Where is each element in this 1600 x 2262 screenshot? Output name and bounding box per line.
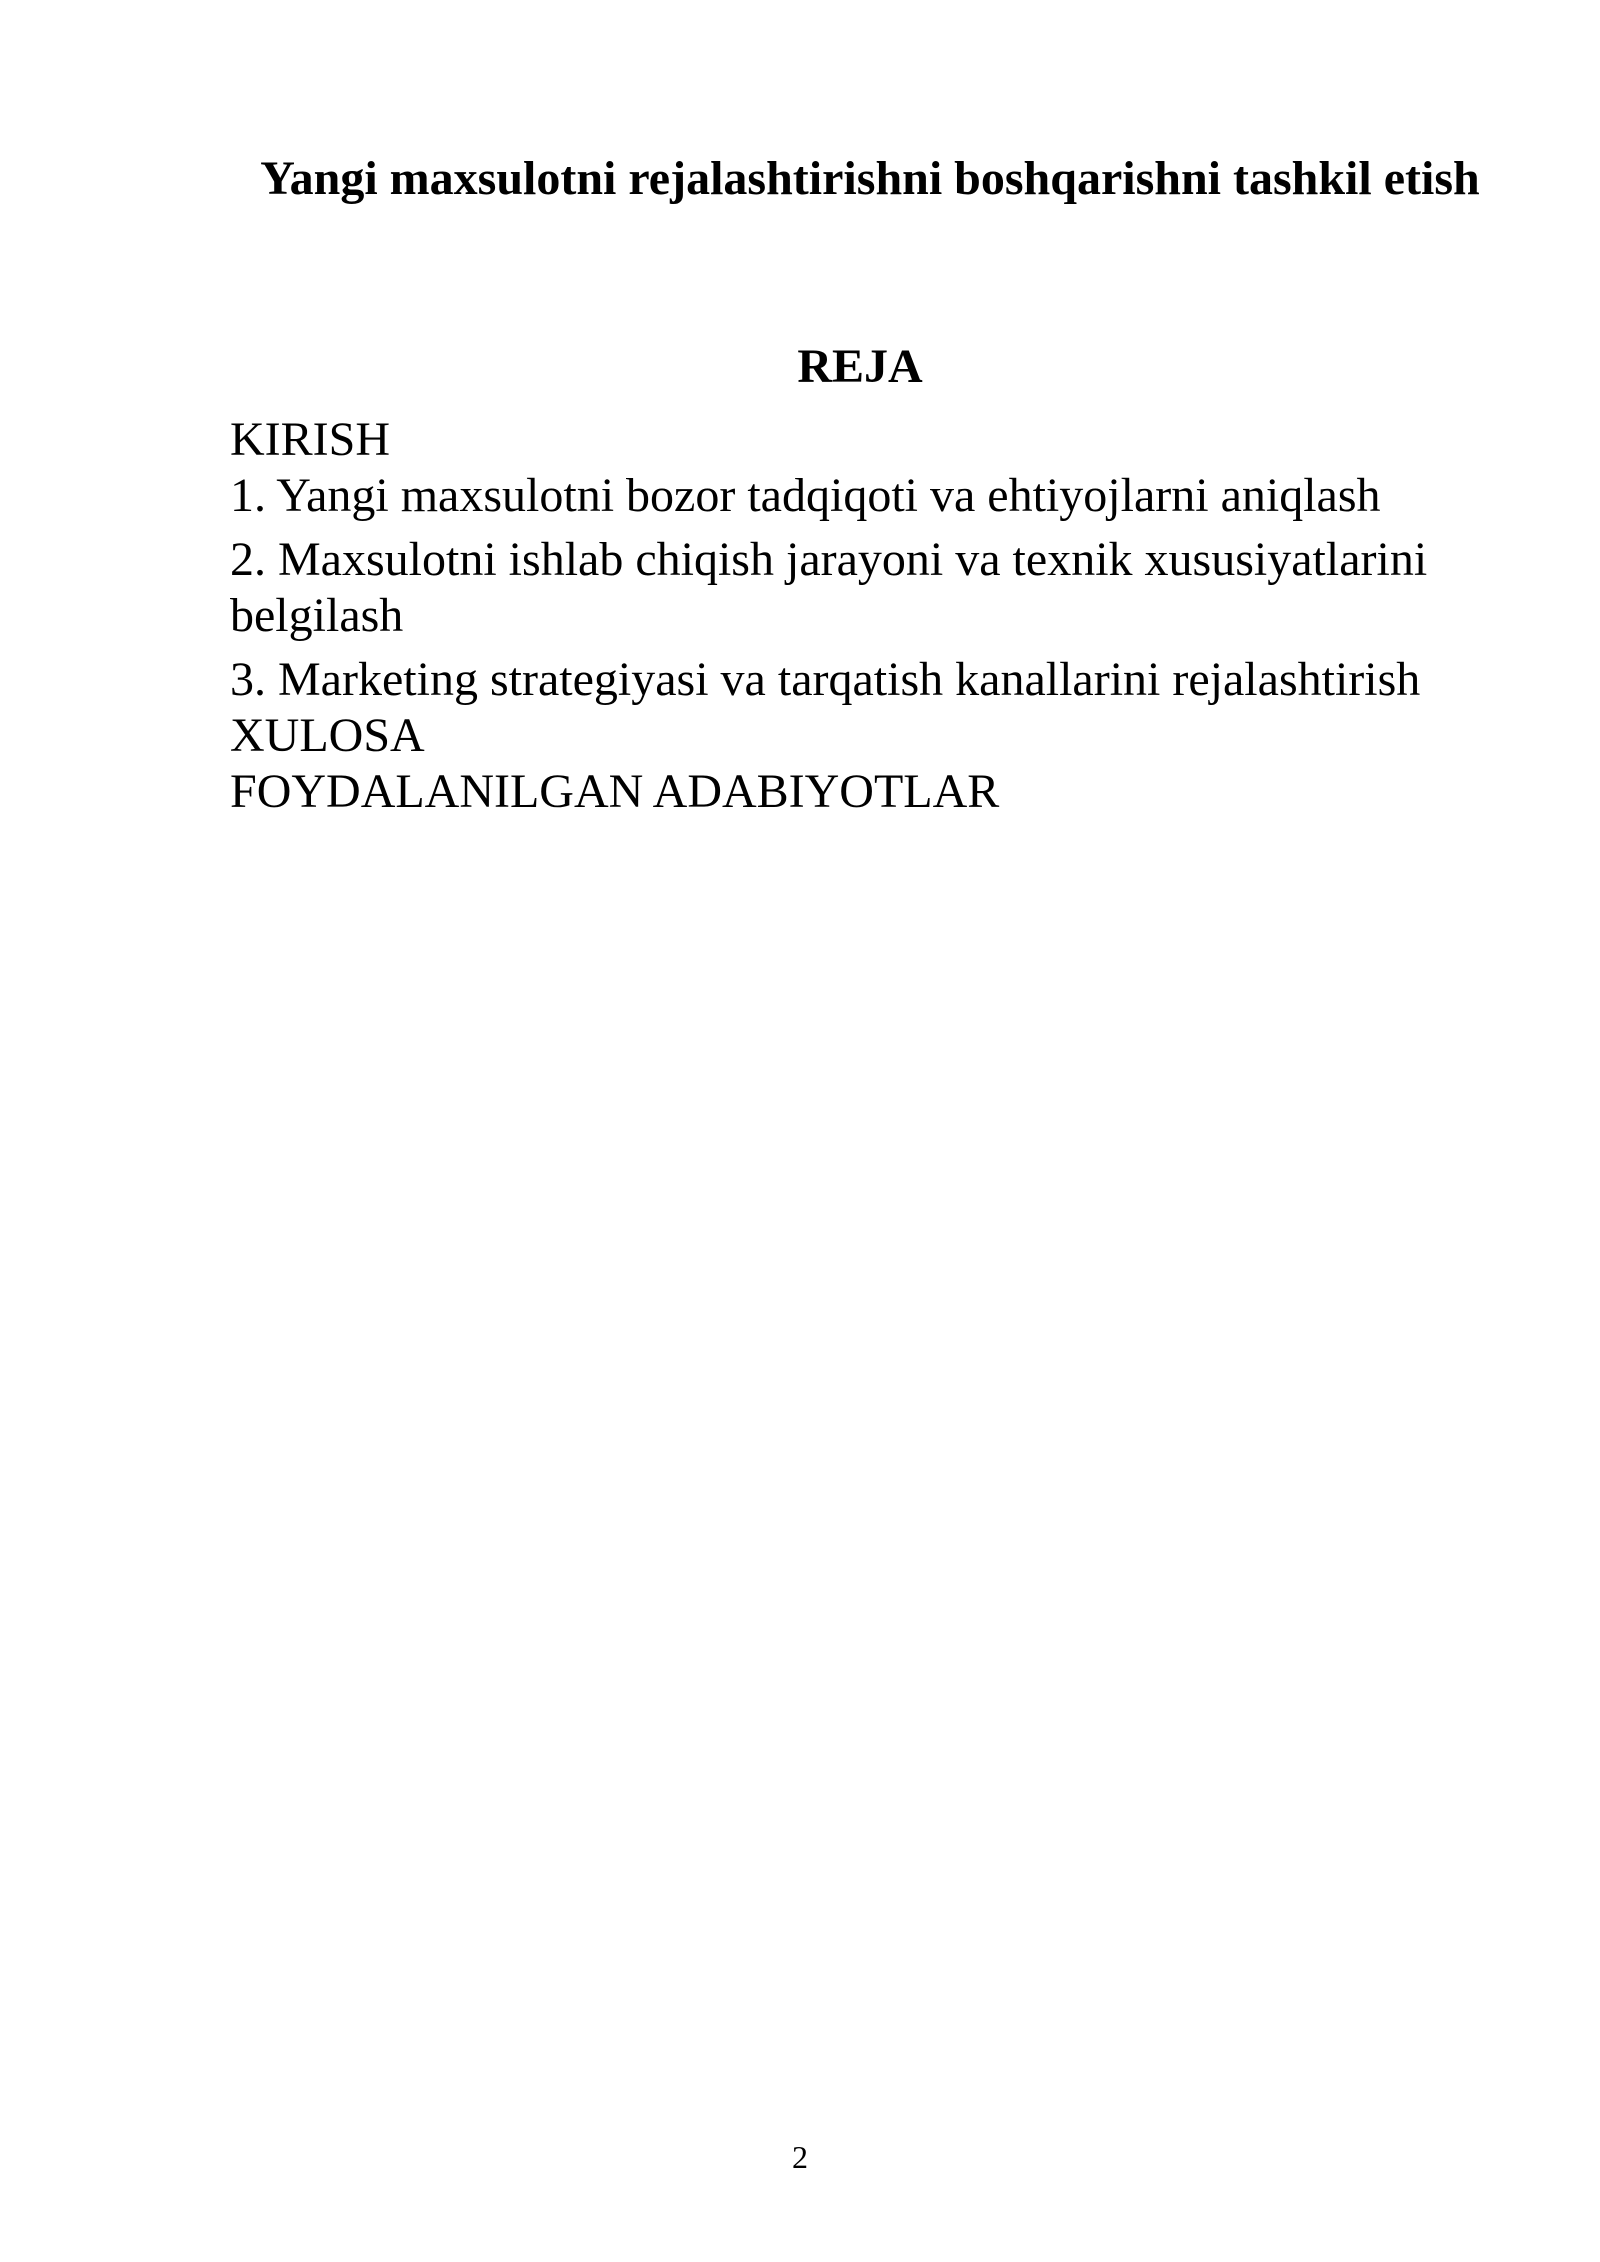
page-number: 2 <box>792 2139 808 2175</box>
plan-item-3: 3. Marketing strategiyasi va tarqatish kanallarini rejalashtirish <box>230 653 1421 706</box>
plan-heading: REJA <box>797 340 923 393</box>
plan-list <box>230 412 1480 820</box>
plan-item-1: 1. Yangi maxsulotni bozor tadqiqoti va ehtiyojlarni aniqlash <box>230 469 1381 522</box>
plan-item-introduction: KIRISH <box>230 413 391 466</box>
plan-item-conclusion: XULOSA <box>230 709 425 762</box>
plan-item-references: FOYDALANILGAN ADABIYOTLAR <box>230 765 1000 818</box>
plan-item-2: 2. Maxsulotni ishlab chiqish jarayoni va texnik xususiyatlarini belgilash <box>230 533 1428 642</box>
document-title: Yangi maxsulotni rejalashtirishni boshqarishni tashkil etish <box>260 152 1480 205</box>
